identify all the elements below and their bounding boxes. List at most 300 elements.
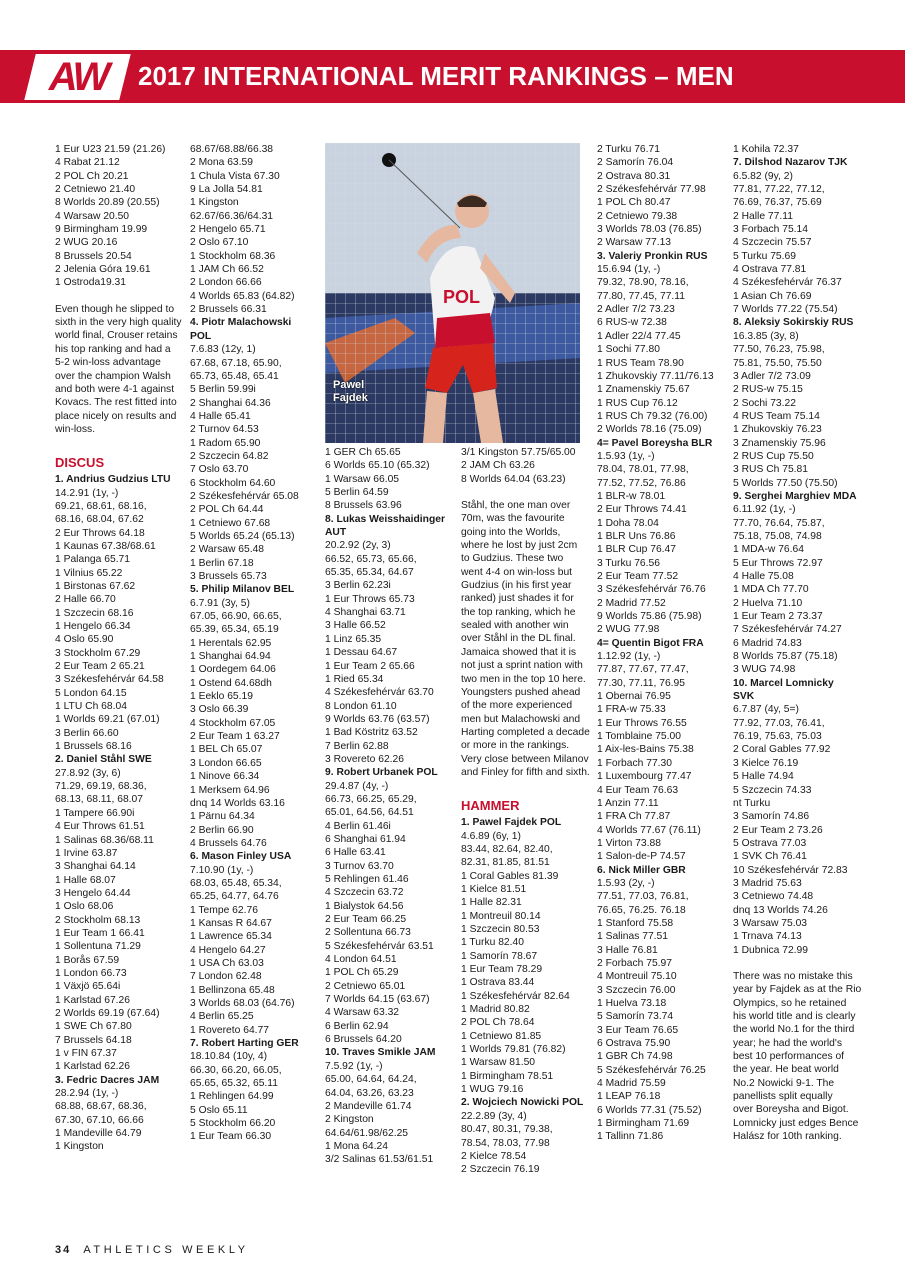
- result-line: 3 Worlds 68.03 (64.76): [190, 998, 295, 1009]
- result-line: 1 Eeklo 65.19: [190, 691, 253, 703]
- result-line: 4 Worlds 65.83 (64.82): [190, 290, 295, 302]
- result-line: 4.6.89 (6y, 1): [461, 830, 521, 842]
- result-line: 9 La Jolla 54.81: [190, 184, 263, 196]
- result-line: 67.68, 67.18, 65.90,: [190, 357, 282, 369]
- result-line: 1 Brussels 68.16: [55, 741, 132, 753]
- result-line: 4 RUS Team 75.14: [733, 410, 820, 422]
- result-line: 77.70, 76.64, 75.87,: [733, 517, 825, 529]
- result-line: 4 Hengelo 64.27: [190, 944, 266, 956]
- result-line: 2 Warsaw 65.48: [190, 544, 265, 556]
- result-line: 2 Halle 66.70: [55, 594, 116, 606]
- result-line: 2 Kielce 78.54: [461, 1150, 527, 1162]
- result-line: 2 Jelenia Góra 19.61: [55, 264, 151, 276]
- result-line: 1 Kaunas 67.38/68.61: [55, 540, 156, 552]
- result-line: 2 Worlds 69.19 (67.64): [55, 1007, 160, 1019]
- result-line: 1 Eur Throws 65.73: [325, 593, 415, 605]
- result-line: 1 Bialystok 64.56: [325, 900, 404, 912]
- result-line: 1 Halle 68.07: [55, 874, 116, 886]
- result-line: 80.47, 80.31, 79.38,: [461, 1124, 553, 1136]
- result-line: 1 LEAP 76.18: [597, 1091, 661, 1103]
- result-line: 1 Oslo 68.06: [55, 901, 114, 913]
- athlete-name: 3. Valeriy Pronkin RUS: [597, 250, 708, 262]
- result-line: 1 Kingston: [55, 1141, 104, 1153]
- result-line: 79.32, 78.90, 78.16,: [597, 277, 689, 289]
- result-line: 4 Warsaw 20.50: [55, 210, 130, 222]
- result-line: 4 Halle 75.08: [733, 571, 794, 582]
- result-line: 2 Eur Team 1 63.27: [190, 731, 280, 743]
- result-line: There was no mistake this: [733, 970, 853, 982]
- photo-caption: Pawel Fajdek: [333, 379, 368, 404]
- result-line: 1 Birmingham 78.51: [461, 1070, 554, 1082]
- result-line: best 10 performances of: [733, 1051, 845, 1063]
- result-line: 1.5.93 (1y, -): [597, 450, 655, 462]
- result-line: 3 Berlin 66.60: [55, 727, 119, 739]
- result-line: 2 Eur Throws 64.18: [55, 527, 145, 539]
- result-line: 6.7.91 (3y, 5): [190, 597, 250, 609]
- result-line: 77.87, 77.67, 77.47,: [597, 664, 689, 676]
- result-line: 5 Szczecin 74.33: [733, 784, 812, 796]
- result-line: 2 RUS-w 75.15: [733, 384, 803, 396]
- page-number: 34: [55, 1244, 72, 1256]
- result-line: 1 Vilnius 65.22: [55, 567, 123, 579]
- result-line: 2 Stockholm 68.13: [55, 914, 141, 926]
- result-line: 1 Ninove 66.34: [190, 771, 260, 783]
- result-line: 1 Tempe 62.76: [190, 904, 258, 916]
- athlete-name: 10. Marcel Lomnicky: [733, 677, 834, 689]
- result-line: 2 Cetniewo 65.01: [325, 980, 406, 992]
- result-line: 3 Eur Team 76.65: [597, 1024, 679, 1036]
- result-line: 1 FRA-w 75.33: [597, 704, 666, 716]
- result-line: 1 Kingston: [190, 197, 239, 209]
- result-line: 6 Halle 63.41: [325, 847, 386, 859]
- result-line: 2 Madrid 77.52: [597, 597, 666, 609]
- result-line: 70m, was the favourite: [461, 513, 565, 525]
- result-line: 1 Cetniewo 67.68: [190, 517, 271, 529]
- result-line: 8 London 61.10: [325, 700, 397, 712]
- result-line: 77.81, 77.22, 77.12,: [733, 184, 825, 196]
- result-line: 1 Warsaw 66.05: [325, 473, 400, 485]
- result-line: 2 Turku 76.71: [597, 144, 660, 155]
- result-line: 3 Shanghai 64.14: [55, 861, 136, 873]
- result-line: 7 Brussels 64.18: [55, 1034, 132, 1046]
- result-line: 16.3.85 (3y, 8): [733, 330, 799, 342]
- result-line: 6 Berlin 62.94: [325, 1020, 389, 1032]
- result-line: 1 Luxembourg 77.47: [597, 771, 692, 783]
- result-line: 1 Forbach 77.30: [597, 757, 672, 769]
- result-line: 3 WUG 74.98: [733, 664, 796, 676]
- result-line: 1 POL Ch 80.47: [597, 197, 671, 209]
- result-line: 3 Forbach 75.14: [733, 224, 808, 236]
- result-line: 4 Szczecin 63.72: [325, 887, 404, 899]
- result-line: 1 Turku 82.40: [461, 937, 524, 949]
- result-line: 1 BEL Ch 65.07: [190, 744, 263, 756]
- result-line: 77.92, 77.03, 76.41,: [733, 717, 825, 729]
- result-line: 1 Eur Team 78.29: [461, 964, 543, 976]
- result-line: over the champion Walsh: [55, 370, 171, 382]
- result-line: 6.7.87 (4y, 5=): [733, 704, 799, 716]
- result-line: 20.2.92 (2y, 3): [325, 540, 391, 552]
- result-line: 6 Worlds 65.10 (65.32): [325, 460, 430, 472]
- result-line: 1 SVK Ch 76.41: [733, 851, 807, 863]
- athlete-name: 6. Nick Miller GBR: [597, 864, 686, 876]
- result-line: 68.03, 65.48, 65.34,: [190, 877, 282, 889]
- result-line: 1 Berlin 67.18: [190, 557, 254, 569]
- result-line: 8 Worlds 64.04 (63.23): [461, 473, 566, 485]
- result-line: 2 Cetniewo 79.38: [597, 210, 678, 222]
- column-4: [461, 446, 591, 1177]
- result-line: 1 Stanford 75.58: [597, 917, 674, 929]
- result-line: 4 Worlds 77.67 (76.11): [597, 824, 701, 836]
- result-line: 3 Brussels 65.73: [190, 571, 267, 582]
- result-line: 1 BLR Uns 76.86: [597, 530, 676, 542]
- paragraph-gap: [461, 486, 591, 499]
- result-line: 1 RUS Cup 76.12: [597, 397, 678, 409]
- result-line: or more in the rankings.: [461, 740, 570, 752]
- result-line: 1 JAM Ch 66.52: [190, 264, 264, 276]
- result-line: 2 Shanghai 64.36: [190, 397, 271, 409]
- result-line: 3 Worlds 78.03 (76.85): [597, 224, 702, 236]
- athlete-name: POL: [190, 330, 212, 342]
- result-line: his world title and is clearly: [733, 1011, 856, 1022]
- result-line: Ståhl, the one man over: [461, 500, 571, 512]
- result-line: 1 Irvine 63.87: [55, 847, 118, 859]
- result-line: 2 Forbach 75.97: [597, 957, 672, 969]
- section-heading: DISCUS: [55, 455, 105, 471]
- result-line: 8 Worlds 75.87 (75.18): [733, 651, 838, 663]
- paragraph-gap: [55, 290, 185, 303]
- result-line: 5 Turku 75.69: [733, 250, 796, 262]
- result-line: 27.8.92 (3y, 6): [55, 767, 121, 779]
- result-line: 69.21, 68.61, 68.16,: [55, 500, 147, 512]
- result-line: 1 MDA Ch 77.70: [733, 584, 809, 596]
- result-line: 7 Worlds 77.22 (75.54): [733, 304, 838, 316]
- result-line: 3 Znamenskiy 75.96: [733, 437, 826, 449]
- result-line: world final, Crouser retains: [55, 330, 178, 342]
- athlete-name: SVK: [733, 691, 755, 703]
- result-line: 4 Madrid 75.59: [597, 1078, 666, 1090]
- result-line: 3 Turku 76.56: [597, 557, 660, 569]
- result-line: 2 Eur Team 2 73.26: [733, 824, 823, 836]
- result-line: 1 Linz 65.35: [325, 633, 382, 645]
- athlete-name: 7. Dilshod Nazarov TJK: [733, 157, 848, 169]
- result-line: 1 Birmingham 71.69: [597, 1118, 690, 1130]
- athlete-name: 6. Mason Finley USA: [190, 851, 292, 863]
- result-line: 68.67/68.88/66.38: [190, 144, 274, 155]
- result-line: the year. He beat world: [733, 1064, 839, 1076]
- result-line: 83.44, 82.64, 82.40,: [461, 843, 553, 855]
- result-line: 29.4.87 (4y, -): [325, 780, 389, 792]
- result-line: 65.01, 64.56, 64.51: [325, 807, 414, 819]
- result-line: 2 Adler 7/2 73.23: [597, 304, 675, 316]
- result-line: 1 Zhukovskiy 76.23: [733, 424, 822, 436]
- result-line: 4 Székesfehérvár 63.70: [325, 687, 434, 699]
- result-line: 1 Trnava 74.13: [733, 931, 802, 943]
- result-line: 10 Székesfehérvár 72.83: [733, 864, 848, 876]
- result-line: 1 Pärnu 64.34: [190, 811, 255, 823]
- result-line: 3 Turnov 63.70: [325, 860, 394, 872]
- result-line: 2 Halle 77.11: [733, 210, 793, 222]
- result-line: 2 Brussels 66.31: [190, 304, 267, 316]
- result-line: 1 SWE Ch 67.80: [55, 1021, 132, 1033]
- column-6: [733, 143, 865, 1143]
- result-line: 8 Brussels 20.54: [55, 250, 132, 262]
- result-line: 2 Szczecin 76.19: [461, 1164, 540, 1176]
- result-line: 3 Stockholm 67.29: [55, 647, 141, 659]
- athlete-name: 1. Pawel Fajdek POL: [461, 817, 562, 829]
- result-line: over Ståhl in the DL final.: [461, 633, 576, 645]
- result-line: 4 Szczecin 75.57: [733, 237, 812, 249]
- result-line: 3 Székesfehérvár 64.58: [55, 674, 164, 686]
- result-line: 76.69, 76.37, 75.69: [733, 197, 822, 209]
- result-line: 77.52, 77.52, 76.86: [597, 477, 686, 489]
- result-line: 6.11.92 (1y, -): [733, 504, 796, 516]
- result-line: 5 Oslo 65.11: [190, 1104, 248, 1116]
- result-line: 1 Zhukovskiy 77.11/76.13: [597, 370, 714, 382]
- result-line: sixth in the very high quality: [55, 317, 182, 329]
- result-line: No.2 Nowicki 9-1. The: [733, 1077, 835, 1089]
- result-line: panellists split equally: [733, 1091, 833, 1103]
- result-line: 1 Borås 67.59: [55, 954, 120, 966]
- result-line: 1 Tallinn 71.86: [597, 1131, 664, 1143]
- result-line: 2 POL Ch 20.21: [55, 170, 129, 182]
- result-line: 3 Kielce 76.19: [733, 757, 799, 769]
- result-line: 2 Szczecin 64.82: [190, 450, 269, 462]
- result-line: 4 Halle 65.41: [190, 410, 251, 422]
- result-line: 2 Samorín 76.04: [597, 157, 674, 169]
- result-line: 7 Worlds 64.15 (63.67): [325, 994, 430, 1006]
- result-line: 1 Sollentuna 71.29: [55, 941, 141, 953]
- result-line: 1 USA Ch 63.03: [190, 957, 264, 969]
- result-line: 4 Rabat 21.12: [55, 157, 120, 169]
- result-line: 3 Cetniewo 74.48: [733, 891, 814, 903]
- result-line: 82.31, 81.85, 81.51: [461, 857, 550, 869]
- result-line: 76.65, 76.25. 76.18: [597, 904, 686, 916]
- result-line: 2 WUG 77.98: [597, 624, 660, 636]
- result-line: 7 London 62.48: [190, 971, 262, 983]
- result-line: 5 Stockholm 66.20: [190, 1118, 276, 1130]
- result-line: 4 Eur Throws 61.51: [55, 821, 145, 833]
- result-line: 68.13, 68.11, 68.07: [55, 794, 143, 806]
- result-line: 3/1 Kingston 57.75/65.00: [461, 447, 576, 458]
- result-line: 2 London 66.66: [190, 277, 262, 289]
- result-line: and Finley for fifth and sixth.: [461, 766, 590, 778]
- result-line: 1 Cetniewo 81.85: [461, 1030, 542, 1042]
- result-line: 1 Mona 64.24: [325, 1140, 388, 1152]
- result-line: 1 BLR-w 78.01: [597, 490, 666, 502]
- result-line: 5 Samorín 73.74: [597, 1011, 674, 1023]
- result-line: 2 Cetniewo 21.40: [55, 184, 136, 196]
- result-line: 4 Montreuil 75.10: [597, 971, 677, 983]
- result-line: 1 Halle 82.31: [461, 897, 522, 909]
- paragraph-gap: [733, 957, 865, 970]
- result-line: 3 RUS Ch 75.81: [733, 464, 808, 476]
- result-line: 3 Warsaw 75.03: [733, 917, 808, 929]
- result-line: 3/2 Salinas 61.53/61.51: [325, 1154, 434, 1166]
- result-line: 78.04, 78.01, 77.98,: [597, 464, 689, 476]
- result-line: 5 Berlin 64.59: [325, 487, 389, 499]
- result-line: where he lost by just 2cm: [461, 540, 578, 552]
- result-line: 1 Tomblaine 75.00: [597, 731, 681, 743]
- result-line: nt Turku: [733, 797, 771, 809]
- section-heading: HAMMER: [461, 798, 520, 814]
- result-line: 1 Birstonas 67.62: [55, 580, 136, 592]
- result-line: two men in the top 10 here.: [461, 673, 586, 685]
- result-line: 2 Hengelo 65.71: [190, 224, 266, 236]
- result-line: not just a sprint nation with: [461, 660, 583, 672]
- result-line: to Gudzius. These two: [461, 553, 564, 565]
- paragraph-gap: [461, 779, 591, 792]
- result-line: 4 Székesfehérvár 76.37: [733, 277, 842, 289]
- result-line: 1 Anzin 77.11: [597, 797, 659, 809]
- result-line: 2 Worlds 78.16 (75.09): [597, 424, 702, 436]
- result-line: year; he had the world's: [733, 1037, 843, 1049]
- result-line: Even though he slipped to: [55, 303, 175, 315]
- column-5: [597, 143, 727, 1144]
- result-line: 22.2.89 (3y, 4): [461, 1110, 527, 1122]
- result-line: 1 Dessau 64.67: [325, 647, 398, 659]
- result-line: 6 Stockholm 64.60: [190, 477, 276, 489]
- result-line: 8 Worlds 20.89 (20.55): [55, 197, 160, 209]
- result-line: 4 Berlin 65.25: [190, 1011, 254, 1023]
- result-line: 2 Coral Gables 77.92: [733, 744, 831, 756]
- result-line: 2 Warsaw 77.13: [597, 237, 672, 249]
- athlete-name: 5. Philip Milanov BEL: [190, 584, 295, 596]
- result-line: 5 Worlds 77.50 (75.50): [733, 477, 838, 489]
- result-line: 1 BLR Cup 76.47: [597, 544, 676, 556]
- result-line: 3 Székesfehérvár 76.76: [597, 584, 706, 596]
- result-line: 7 Oslo 63.70: [190, 464, 249, 476]
- result-line: 1 Ostroda19.31: [55, 277, 126, 289]
- result-line: 1 Merksem 64.96: [190, 784, 270, 796]
- result-line: Jamaica showed that it is: [461, 646, 577, 658]
- result-line: 1 Eur Team 1 66.41: [55, 927, 145, 939]
- result-line: 5 Eur Throws 72.97: [733, 557, 823, 569]
- result-line: 2 Mandeville 61.74: [325, 1100, 412, 1112]
- result-line: 1.12.92 (1y, -): [597, 651, 661, 663]
- result-line: 4 Berlin 61.46i: [325, 820, 391, 832]
- result-line: 4 Ostrava 77.81: [733, 264, 807, 276]
- athlete-name: AUT: [325, 527, 347, 539]
- result-line: 5 Halle 74.94: [733, 771, 794, 783]
- result-line: 2 Székesfehérvár 77.98: [597, 184, 706, 196]
- result-line: 1 Växjö 65.64i: [55, 981, 121, 993]
- result-line: year by Fajdek as at the Rio: [733, 984, 862, 996]
- result-line: 65.65, 65.32, 65.11: [190, 1078, 278, 1090]
- result-line: 2 Mona 63.59: [190, 157, 253, 169]
- result-line: 1 Huelva 73.18: [597, 998, 667, 1009]
- result-line: 3 Oslo 66.39: [190, 704, 249, 716]
- page-title: 2017 INTERNATIONAL MERIT RANKINGS – MEN: [138, 61, 734, 91]
- athlete-name: 2. Daniel Ståhl SWE: [55, 754, 152, 766]
- result-line: 68.16, 68.04, 67.62: [55, 514, 144, 526]
- result-line: 65.25, 64.77, 64.76: [190, 891, 279, 903]
- result-line: 2 RUS Cup 75.50: [733, 450, 814, 462]
- result-line: 1 Doha 78.04: [597, 517, 659, 529]
- result-line: 1 MDA-w 76.64: [733, 544, 804, 556]
- result-line: 1 Bellinzona 65.48: [190, 984, 275, 996]
- result-line: 1 Adler 22/4 77.45: [597, 330, 681, 342]
- result-line: 65.73, 65.48, 65.41: [190, 370, 279, 382]
- result-line: 1 Hengelo 66.34: [55, 621, 131, 632]
- paragraph-gap: [55, 436, 185, 449]
- result-line: 2 Eur Team 77.52: [597, 571, 679, 582]
- result-line: 7.5.92 (1y, -): [325, 1060, 383, 1072]
- result-line: 75.81, 75.50, 75.50: [733, 357, 822, 369]
- result-line: 1 Salinas 68.36/68.11: [55, 834, 154, 846]
- result-line: 2 Sochi 73.22: [733, 397, 796, 409]
- result-line: 7 Berlin 62.88: [325, 740, 389, 752]
- result-line: Lomnicky just edges Bence: [733, 1117, 859, 1129]
- result-line: Kovacs. The rest fitted into: [55, 397, 177, 409]
- result-line: 5 London 64.15: [55, 687, 127, 699]
- result-line: 1 Rovereto 64.77: [190, 1024, 269, 1036]
- result-line: place nicely on results and: [55, 410, 177, 422]
- athlete-name: 4= Quentin Bigot FRA: [597, 637, 704, 649]
- result-line: 2 Eur Throws 74.41: [597, 504, 687, 516]
- result-line: 1 POL Ch 65.29: [325, 967, 399, 979]
- result-line: 5 Rehlingen 61.46: [325, 874, 409, 885]
- result-line: 1 Székesfehérvár 82.64: [461, 990, 570, 1002]
- result-line: 1 RUS Ch 79.32 (76.00): [597, 410, 708, 422]
- result-line: 6 Ostrava 75.90: [597, 1038, 671, 1050]
- result-line: 77.51, 77.03, 76.81,: [597, 891, 689, 903]
- result-line: 1 Chula Vista 67.30: [190, 170, 280, 182]
- athlete-name: 8. Lukas Weisshaidinger: [325, 513, 445, 525]
- svg-text:POL: POL: [443, 287, 481, 307]
- result-line: 4 Stockholm 67.05: [190, 717, 276, 729]
- result-line: 2 JAM Ch 63.26: [461, 460, 535, 472]
- result-line: 66.73, 66.25, 65.29,: [325, 793, 417, 805]
- result-line: going into the Worlds,: [461, 526, 561, 538]
- result-line: dnq 13 Worlds 74.26: [733, 904, 828, 916]
- result-line: 67.30, 67.10, 66.66: [55, 1114, 144, 1126]
- result-line: 1 RUS Team 78.90: [597, 357, 684, 369]
- result-line: 1 Herentals 62.95: [190, 637, 272, 649]
- page-footer: [55, 1244, 249, 1256]
- result-line: 1 Znamenskiy 75.67: [597, 384, 690, 396]
- result-line: and both were 4-1 against: [55, 383, 175, 395]
- result-line: sealed with another win: [461, 620, 569, 632]
- result-line: 9 Worlds 63.76 (63.57): [325, 713, 430, 725]
- result-line: Very close between Milanov: [461, 753, 589, 765]
- result-line: 1 Worlds 69.21 (67.01): [55, 714, 160, 726]
- column-1: [55, 143, 185, 1154]
- result-line: Halász for 10th ranking.: [733, 1131, 842, 1143]
- result-line: 1.5.93 (2y, -): [597, 877, 655, 889]
- result-line: 1 Stockholm 68.36: [190, 250, 276, 262]
- result-line: ranked) just shades it for: [461, 593, 574, 605]
- result-line: 78.54, 78.03, 77.98: [461, 1137, 550, 1149]
- result-line: 2 POL Ch 78.64: [461, 1017, 535, 1029]
- athlete-name: 4= Pavel Boreysha BLR: [597, 437, 713, 449]
- athlete-name: 7. Robert Harting GER: [190, 1038, 299, 1050]
- result-line: 7.6.83 (12y, 1): [190, 344, 256, 356]
- column-3: [325, 446, 455, 1167]
- result-line: 65.39, 65.34, 65.19: [190, 624, 279, 636]
- result-line: 5 Ostrava 77.03: [733, 837, 807, 849]
- result-line: Harting completed a decade: [461, 726, 590, 738]
- result-line: went 4-4 on win-loss but: [461, 566, 573, 578]
- result-line: 1 Szczecin 80.53: [461, 924, 540, 935]
- result-line: 4 Warsaw 63.32: [325, 1007, 400, 1019]
- result-line: 75.18, 75.08, 74.98: [733, 530, 822, 542]
- aw-logo: AW: [48, 55, 108, 99]
- result-line: 15.6.94 (1y, -): [597, 264, 661, 276]
- result-line: 77.30, 77.11, 76.95: [597, 677, 685, 689]
- result-line: 2 Székesfehérvár 65.08: [190, 490, 299, 502]
- result-line: 1 Salon-de-P 74.57: [597, 851, 686, 863]
- result-line: 1 Szczecin 68.16: [55, 607, 134, 619]
